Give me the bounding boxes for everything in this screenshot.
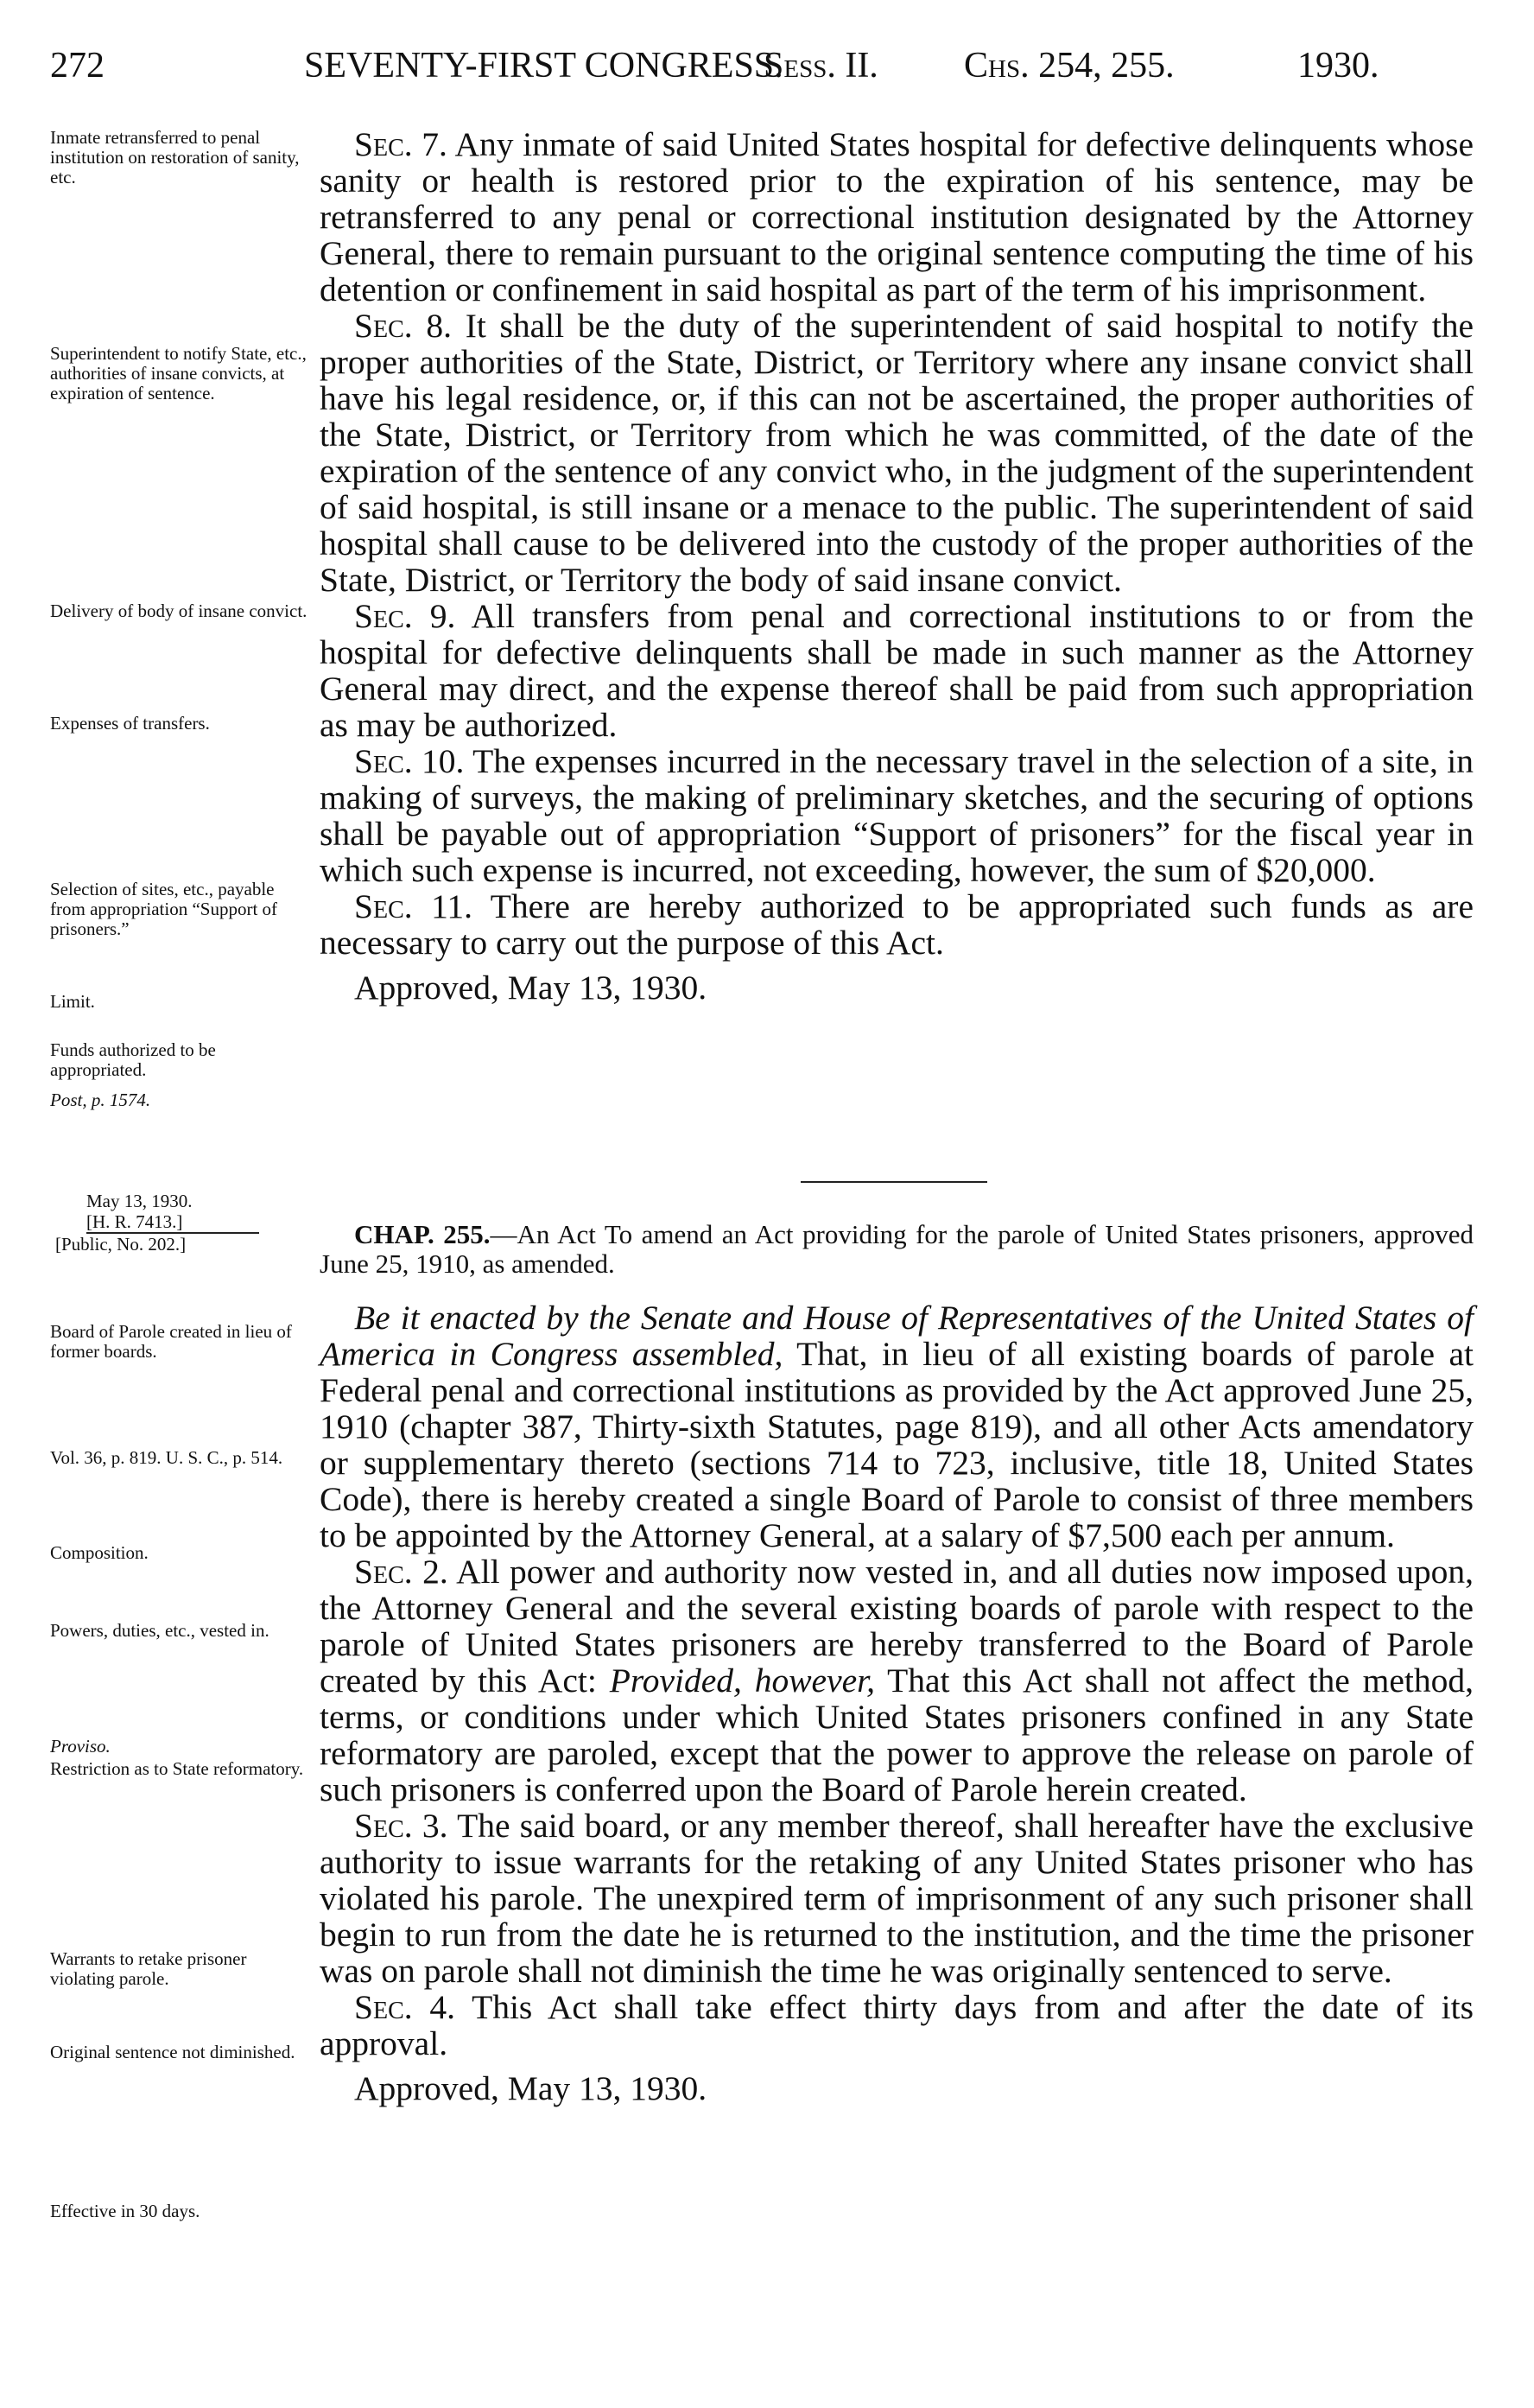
margin-note: Effective in 30 days. bbox=[50, 2201, 200, 2221]
header-title: SEVENTY-FIRST CONGRESS. bbox=[304, 46, 783, 86]
chapter-255-heading bbox=[320, 1220, 1474, 1279]
margin-note: Original sentence not diminished. bbox=[50, 2042, 295, 2062]
section-10: Sec. 10. The expenses incurred in the necessary travel in the selection of a site, in making of surveys, the making of preliminary sketches, and the securing of options shall be payable out of appropriation “Support of prisoners” for the fiscal year in which such expense is incurred, not exceeding, however, the sum of $20,000. bbox=[320, 742, 1474, 889]
chapter-255-body bbox=[320, 1299, 1474, 2106]
margin-note: Selection of sites, etc., payable from appropriation “Support of prisoners.” bbox=[50, 879, 278, 939]
margin-note: Inmate retransferred to penal institution on restoration of sanity, etc. bbox=[50, 127, 300, 187]
header-year: 1930. bbox=[1297, 46, 1379, 86]
margin-note: Limit. bbox=[50, 991, 95, 1012]
margin-note: Expenses of transfers. bbox=[50, 713, 210, 734]
approved-ch255: Approved, May 13, 1930. bbox=[354, 2069, 707, 2107]
margin-note: Composition. bbox=[50, 1542, 149, 1563]
section-4: Sec. 4. This Act shall take effect thirty days from and after the date of its approval. bbox=[320, 1988, 1474, 2062]
margin-note: Delivery of body of insane convict. bbox=[50, 600, 307, 621]
bill-number: [H. R. 7413.] bbox=[86, 1211, 259, 1234]
public-law-number: [Public, No. 202.] bbox=[55, 1234, 187, 1255]
page-number: 272 bbox=[50, 46, 105, 86]
act-date: May 13, 1930. bbox=[86, 1191, 193, 1211]
chapter-title: —An Act To amend an Act providing for the parole of United States prisoners, approved June 25, 1910, as amended. bbox=[320, 1219, 1474, 1279]
section-1: Be it enacted by the Senate and House of Representatives of the United States of America in Congress assembled, That, in lieu of all existing boards of parole at Federal penal and correctional institutions as provided by the Act approved June 25, 1910 (chapter 387, Thirty-sixth Statutes, page 819), and all other Acts amendatory or supplementary thereto (sections 714 to 723, inclusive, title 18, United States Code), there is hereby created a single Board of Parole to consist of three members to be appointed by the Attorney General, at a salary of $7,500 each per annum. bbox=[320, 1299, 1474, 1554]
margin-note: Warrants to retake prisoner violating parole. bbox=[50, 1948, 247, 1989]
margin-note: Proviso. bbox=[50, 1736, 111, 1757]
section-8: Sec. 8. It shall be the duty of the superintendent of said hospital to notify the proper authorities of the State, District, or Territory where any insane convict shall have his legal residence, or, if this can not be ascertained, the proper authorities of the State, District, or Territory from which he was committed, of the date of the expiration of the sentence of any convict who, in the judgment of the superintendent of said hospital, is still insane or a menace to the public. The superintendent of said hospital shall cause to be delivered into the custody of the proper authorities of the State, District, or Territory the body of said insane convict. bbox=[320, 307, 1474, 599]
header-chapters: Chs. 254, 255. bbox=[964, 46, 1175, 86]
section-7: Sec. 7. Any inmate of said United States hospital for defective delinquents whose sanity or health is restored prior to the expiration of his sentence, may be retransferred to any penal or correctional institution designated by the Attorney General, there to remain pursuant to the original sentence computing the time of his detention or confinement in said hospital as part of the term of his imprisonment. bbox=[320, 125, 1474, 308]
section-11: Sec. 11. There are hereby authorized to be appropriated such funds as are necessary to carry out the purpose of this Act. bbox=[320, 887, 1474, 962]
chapter-divider bbox=[801, 1181, 987, 1183]
margin-note: Board of Parole created in lieu of former boards. bbox=[50, 1321, 292, 1362]
chapter-label: CHAP. 255. bbox=[354, 1219, 491, 1249]
section-3: Sec. 3. The said board, or any member thereof, shall hereafter have the exclusive authority to issue warrants for the retaking of any United States prisoner who has violated his parole. The unexpired term of imprisonment of any such prisoner shall begin to run from the date he is returned to the institution, and the time the prisoner was on parole shall not diminish the time he was originally sentenced to serve. bbox=[320, 1807, 1474, 1990]
margin-note: Powers, duties, etc., vested in. bbox=[50, 1620, 269, 1641]
page-header bbox=[50, 45, 1472, 97]
chapter-255-info bbox=[52, 1191, 311, 1255]
section-2: Sec. 2. All power and authority now vested in, and all duties now imposed upon, the Attorney General and the several existing boards of parole with respect to the parole of United States prisoners are hereby transferred to the Board of Parole created by this Act: Provided, however, That this Act shall not affect the method, terms, or conditions under which United States prisoners confined in any State reformatory are paroled, except that the power to approve the release on parole of such prisoners is conferred upon the Board of Parole herein created. bbox=[320, 1553, 1474, 1808]
margin-note: Restriction as to State reformatory. bbox=[50, 1758, 304, 1779]
section-9: Sec. 9. All transfers from penal and correctional institutions to or from the hospital for defective delinquents shall be made in such manner as the Attorney General may direct, and the expense thereof shall be paid from such appropriation as may be authorized. bbox=[320, 597, 1474, 744]
approved-ch254: Approved, May 13, 1930. bbox=[354, 969, 707, 1007]
margin-note: Vol. 36, p. 819. U. S. C., p. 514. bbox=[50, 1447, 283, 1468]
margin-note: Funds authorized to be appropriated. bbox=[50, 1039, 216, 1080]
margin-note: Superintendent to notify State, etc., authorities of insane convicts, at expiration of sentence. bbox=[50, 343, 307, 403]
chapter-254-body bbox=[320, 126, 1474, 1006]
header-session: Sess. II. bbox=[764, 46, 878, 86]
margin-note: Post, p. 1574. bbox=[50, 1090, 151, 1110]
